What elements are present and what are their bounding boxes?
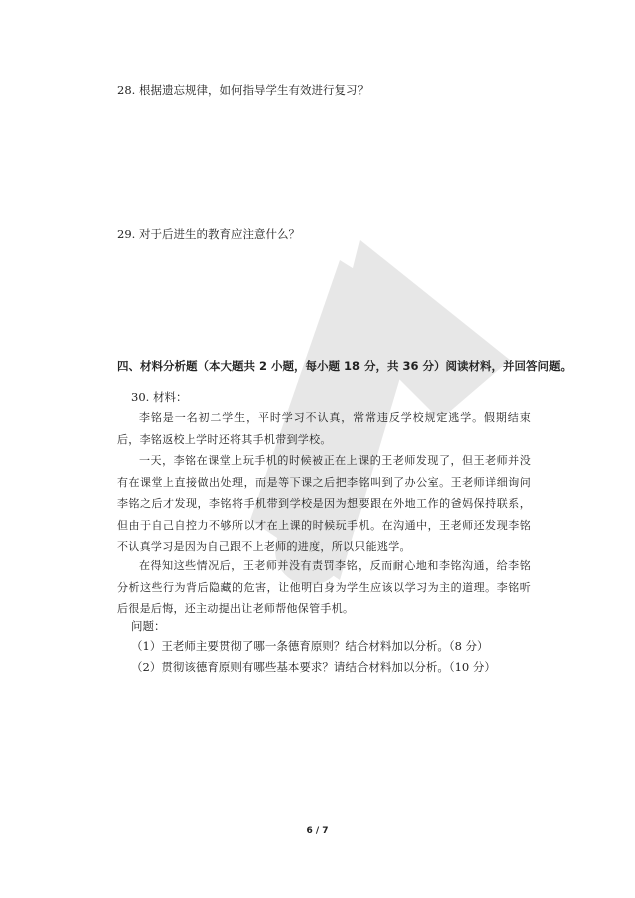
questions-label: 问题：: [131, 619, 166, 633]
sub-question-2: （2）贯彻该德育原则有哪些基本要求？请结合材料加以分析。（10 分）: [131, 660, 496, 674]
question-30-label: 30. 材料：: [131, 390, 188, 404]
question-29: 29. 对于后进生的教育应注意什么？: [117, 227, 300, 241]
material-paragraph: 一天，李铭在课堂上玩手机的时候被正在上课的王老师发现了，但王老师并没有在课堂上直接做出处理，而是等下课之后把李铭叫到了办公室。王老师详细询问李铭之后才发现，李铭将手机带到学校是因为想要跟在外地工作的爸妈保持联系，但由于自己自控力不够所以才在上课的时候玩手机。在沟通中，王老师还发现李铭不认真学习是因为自己跟不上老师的进度，所以只能逃学。: [117, 454, 531, 553]
page-number: 6 / 7: [306, 826, 329, 836]
section-title: 四、材料分析题（本大题共 2 小题，每小题 18 分，共 36 分）阅读材料，并回答问题。: [117, 359, 573, 373]
material-paragraph: 李铭是一名初二学生，平时学习不认真，常常违反学校规定逃学。假期结束后，李铭返校上学时还将其手机带到学校。: [117, 411, 531, 446]
question-28: 28. 根据遗忘规律，如何指导学生有效进行复习？: [117, 83, 369, 97]
sub-question-1: （1）王老师主要贯彻了哪一条德育原则？结合材料加以分析。（8 分）: [131, 639, 489, 653]
material-paragraph: 在得知这些情况后，王老师并没有责罚李铭，反而耐心地和李铭沟通，给李铭分析这些行为背后隐藏的危害，让他明白身为学生应该以学习为主的道理。李铭听后很是后悔，还主动提出让老师帮他保管手机。: [117, 559, 531, 615]
